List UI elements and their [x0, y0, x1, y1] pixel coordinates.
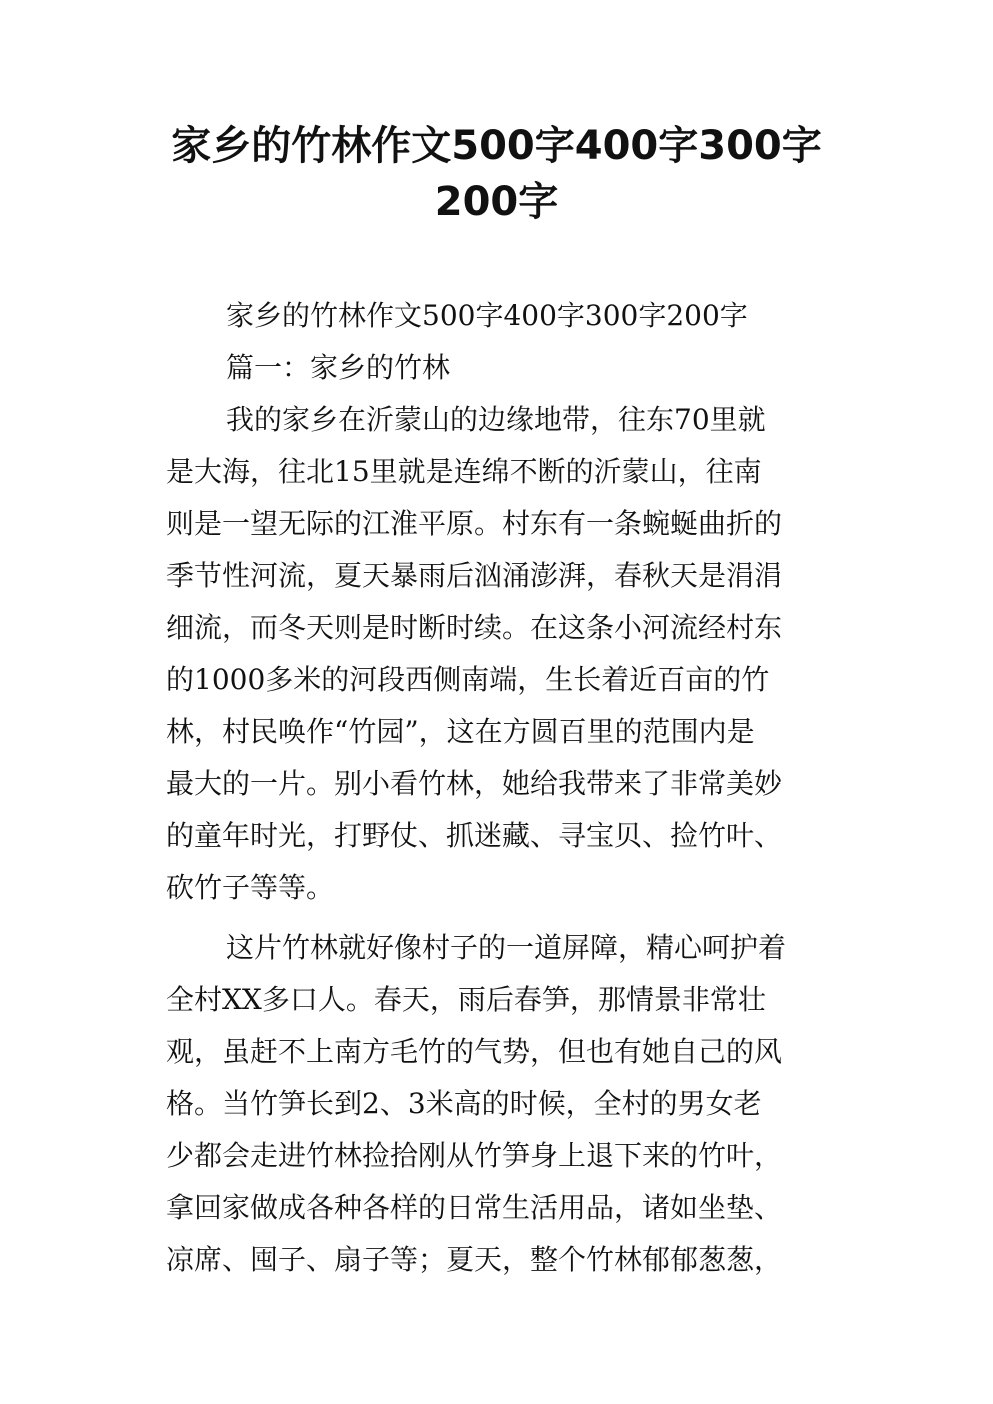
- document-body: [166, 290, 831, 1286]
- paragraph-1-line: 我的家乡在沂蒙山的边缘地带，往东70里就: [226, 403, 766, 436]
- paragraph-2-line: 少都会走进竹林捡拾刚从竹笋身上退下来的竹叶，: [166, 1139, 783, 1172]
- paragraph-1-line: 最大的一片。别小看竹林，她给我带来了非常美妙: [166, 767, 783, 800]
- paragraph-1-line: 的童年时光，打野仗、抓迷藏、寻宝贝、捡竹叶、: [166, 819, 783, 852]
- paragraph-1-line: 的1000多米的河段西侧南端，生长着近百亩的竹: [166, 663, 770, 696]
- paragraph-2-line: 全村XX多口人。春天，雨后春笋，那情景非常壮: [166, 983, 766, 1016]
- paragraph-2: [166, 922, 831, 1286]
- paragraph-2-line: 拿回家做成各种各样的日常生活用品，诸如坐垫、: [166, 1191, 783, 1224]
- paragraph-2-line: 格。当竹笋长到2、3米高的时候，全村的男女老: [166, 1087, 762, 1120]
- document-title: [120, 118, 873, 230]
- document-subtitle: 家乡的竹林作文500字400字300字200字: [226, 299, 748, 332]
- paragraph-1-line: 季节性河流，夏天暴雨后汹涌澎湃，春秋天是涓涓: [166, 559, 783, 592]
- paragraph-2-line: 凉席、囤子、扇子等；夏天，整个竹林郁郁葱葱，: [166, 1243, 783, 1276]
- paragraph-1-line: 砍竹子等等。: [166, 871, 335, 904]
- paragraph-1-line: 细流，而冬天则是时断时续。在这条小河流经村东: [166, 611, 783, 644]
- paragraph-1-line: 林，村民唤作“竹园”，这在方圆百里的范围内是: [166, 715, 755, 748]
- document-title-line-2: 200字: [434, 179, 559, 225]
- paragraph-spacer: [166, 914, 831, 922]
- paragraph-1-line: 则是一望无际的江淮平原。村东有一条蜿蜒曲折的: [166, 507, 783, 540]
- paragraph-1-line: 是大海，往北15里就是连绵不断的沂蒙山，往南: [166, 455, 762, 488]
- section-heading: 篇一：家乡的竹林: [226, 351, 451, 384]
- paragraph-1: [166, 394, 831, 914]
- document-title-line-1: 家乡的竹林作文500字400字300字: [171, 123, 822, 169]
- paragraph-2-line: 这片竹林就好像村子的一道屏障，精心呵护着: [226, 931, 787, 964]
- paragraph-2-line: 观，虽赶不上南方毛竹的气势，但也有她自己的风: [166, 1035, 783, 1068]
